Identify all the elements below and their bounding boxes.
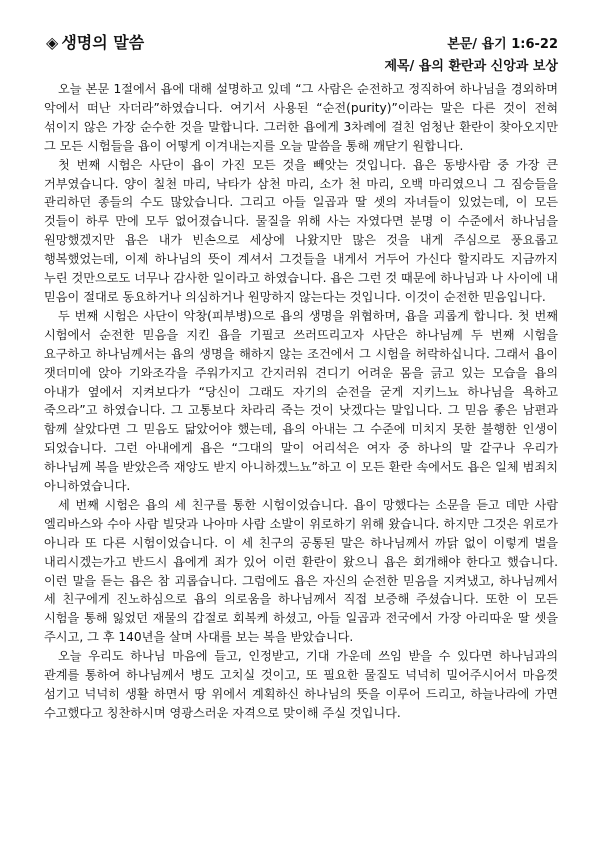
paragraph-3: 두 번째 시험은 사단이 악창(피부병)으로 욥의 생명을 위협하며, 욥을 괴롭게 합니다. 첫 번째 시험에서 순전한 믿음을 지킨 욥을 기필코 쓰러뜨리고자 사단은 하나님께 두 번째 시험을 요구하고 하나님께서는 욥의 생명을 해하지 않는 조건에서 그 시험을 허락하십니다. 그래서 욥이 잿더미에 앉아 기와조각을 주워가지고 간지러워 견디기 어려운 몸을 긁고 있는 모습을 욥의 아내가 옆에서 지켜보다가 “당신이 그래도 자기의 순전을 굳게 지키느뇨 하나님을 욕하고 죽으라”고 하였습니다. 그 고통보다 차라리 죽는 것이 낫겠다는 말입니다. 그 믿음 좋은 남편과 함께 살았다면 그 믿음도 닮았어야 했는데, 욥의 아내는 그 수준에 미치지 못한 불행한 인생이 되었습니다. 그런 아내에게 욥은 “그대의 말이 어리석은 여자 중 하나의 말 같구나 우리가 하나님께 복을 받았은즉 재앙도 받지 아니하겠느뇨”하고 이 모든 환란 속에서도 욥은 일체 범죄치 아니하였습니다.: [44, 308, 558, 494]
scripture-reference: 본문/ 욥기 1:6-22: [447, 37, 558, 52]
sermon-body: [44, 80, 558, 723]
paragraph-4: 세 번째 시험은 욥의 세 친구를 통한 시험이었습니다. 욥이 망했다는 소문을 듣고 데만 사람 엘리바스와 수아 사람 빌닷과 나아마 사람 소발이 위로하기 위해 왔습니다. 하지만 그것은 위로가 아니라 또 다른 시험이었습니다. 이 세 친구의 공통된 말은 하나님께서 까닭 없이 이렇게 벌을 내리시겠는가고 반드시 욥에게 죄가 있어 이런 환란이 왔으니 욥은 회개해야 한다고 했습니다. 이런 말을 듣는 욥은 참 괴롭습니다. 그럼에도 욥은 자신의 순전한 믿음을 지켜냈고, 하나님께서 세 친구에게 진노하심으로 욥의 의로움을 하나님께서 직접 보증해 주셨습니다. 또한 이 모든 시험을 통해 잃었던 재물의 갑절로 회복케 하셨고, 아들 일곱과 전국에서 가장 아리따운 딸 셋을 주시고, 그 후 140년을 살며 사대를 보는 복을 받았습니다.: [44, 497, 558, 645]
section-title: 생명의 말씀: [61, 33, 145, 52]
paragraph-1: 오늘 본문 1절에서 욥에 대해 설명하고 있데 “그 사람은 순전하고 정직하여 하나님을 경외하며 악에서 떠난 자더라”하였습니다. 여기서 사용된 “순전(purity)”이라는 말은 다른 것이 전혀 섞이지 않은 가장 순수한 것을 말합니다. 그러한 욥에게 3차례에 걸친 엄청난 환란이 찾아오지만 그 모든 시험들을 욥이 어떻게 이겨내는지를 오늘 말씀을 통해 깨닫기 원합니다.: [44, 82, 558, 153]
paragraph-5: 오늘 우리도 하나님 마음에 들고, 인정받고, 기대 가운데 쓰임 받을 수 있다면 하나님과의 관계를 통하여 하나님께서 병도 고치실 것이고, 또 필요한 물질도 넉넉히 밀어주시어서 마음껏 섬기고 넉넉히 생활 하면서 땅 위에서 계획하신 하나님의 뜻을 이루어 드리고, 하늘나라에 가면 수고했다고 칭찬하시며 영광스러운 자격으로 맞이해 주실 것입니다.: [44, 649, 558, 720]
sermon-title: 제목/ 욥의 환란과 신앙과 보상: [384, 59, 558, 74]
paragraph-2: 첫 번째 시험은 사단이 욥이 가진 모든 것을 빼앗는 것입니다. 욥은 동방사람 중 가장 큰 거부였습니다. 양이 칠천 마리, 낙타가 삼천 마리, 소가 천 마리, 오백 마리였으니 그 짐승들을 관리하던 종들의 수도 많았습니다. 그리고 아들 일곱과 딸 셋의 자녀들이 있었는데, 이 모든 것들이 하루 만에 모두 없어졌습니다. 물질을 위해 사는 자였다면 분명 이 수준에서 하나님을 원망했겠지만 욥은 내가 빈손으로 세상에 나왔지만 많은 것을 내게 주심으로 풍요롭고 행복했었는데, 이제 하나님의 뜻이 계셔서 그것들을 내게서 거두어 가신다 할지라도 지금까지 누린 것만으로도 너무나 감사한 일이라고 하였습니다. 욥은 그런 것 때문에 하나님과 나 사이에 내 믿음이 절대로 동요하거나 의심하거나 원망하지 않는다는 것입니다. 이것이 순전한 믿음입니다.: [44, 157, 558, 304]
diamond-bullet-icon: ◈: [46, 33, 59, 52]
section-heading: [46, 30, 144, 53]
